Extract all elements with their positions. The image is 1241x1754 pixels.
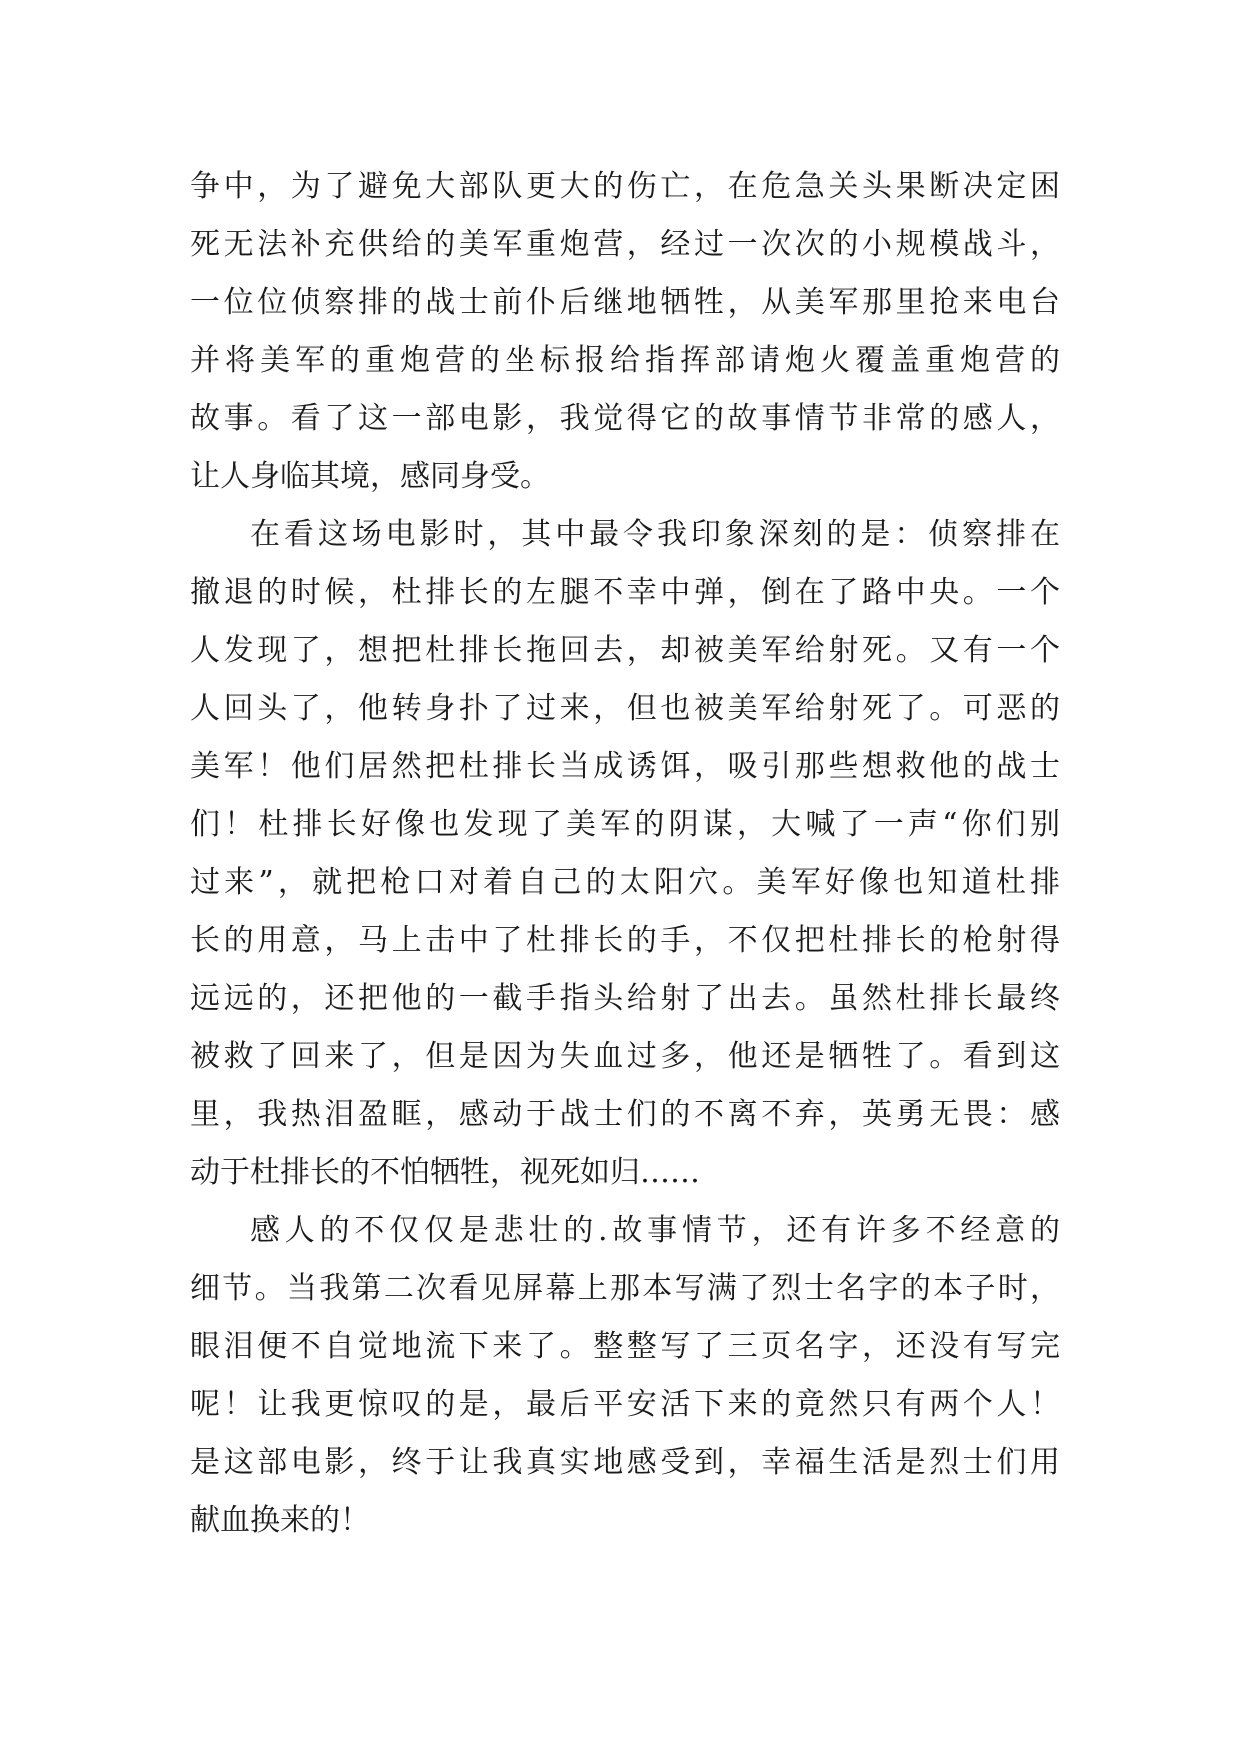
text-line: 并将美军的重炮营的坐标报给指挥部请炮火覆盖重炮营的: [190, 343, 1060, 378]
text-line: 死无法补充供给的美军重炮营，经过一次次的小规模战斗，: [190, 227, 1060, 262]
text-line: 在看这场电影时，其中最令我印象深刻的是：侦察排在: [250, 517, 1060, 552]
text-line: 呢！让我更惊叹的是，最后平安活下来的竟然只有两个人！: [190, 1387, 1060, 1422]
paragraph-2: [190, 506, 1060, 1202]
paragraph-1: [190, 158, 1060, 506]
body-text: [190, 158, 1060, 1550]
text-line: 美军！他们居然把杜排长当成诱饵，吸引那些想救他的战士: [190, 749, 1060, 784]
text-line: 细节。当我第二次看见屏幕上那本写满了烈士名字的本子时，: [190, 1271, 1060, 1306]
text-line: 过来”，就把枪口对着自己的太阳穴。美军好像也知道杜排: [190, 865, 1060, 900]
text-line: 感人的不仅仅是悲壮的.故事情节，还有许多不经意的: [250, 1213, 1060, 1248]
text-line: 是这部电影，终于让我真实地感受到，幸福生活是烈士们用: [190, 1445, 1060, 1480]
text-line: 远远的，还把他的一截手指头给射了出去。虽然杜排长最终: [190, 981, 1060, 1016]
text-line: 让人身临其境，感同身受。: [190, 459, 550, 494]
text-line: 人发现了，想把杜排长拖回去，却被美军给射死。又有一个: [190, 633, 1060, 668]
text-line: 被救了回来了，但是因为失血过多，他还是牺牲了。看到这: [190, 1039, 1060, 1074]
text-line: 献血换来的！: [190, 1503, 370, 1538]
text-line: 一位位侦察排的战士前仆后继地牺牲，从美军那里抢来电台: [190, 285, 1060, 320]
text-line: 撤退的时候，杜排长的左腿不幸中弹，倒在了路中央。一个: [190, 575, 1060, 610]
paragraph-3: [190, 1202, 1060, 1550]
text-line: 故事。看了这一部电影，我觉得它的故事情节非常的感人，: [190, 401, 1060, 436]
text-line: 人回头了，他转身扑了过来，但也被美军给射死了。可恶的: [190, 691, 1060, 726]
text-line: 长的用意，马上击中了杜排长的手，不仅把杜排长的枪射得: [190, 923, 1060, 958]
text-line: 眼泪便不自觉地流下来了。整整写了三页名字，还没有写完: [190, 1329, 1060, 1364]
text-line: 里，我热泪盈眶，感动于战士们的不离不弃，英勇无畏：感: [190, 1097, 1060, 1132]
text-line: 动于杜排长的不怕牺牲，视死如归……: [190, 1155, 700, 1190]
text-line: 争中，为了避免大部队更大的伤亡，在危急关头果断决定困: [190, 169, 1060, 204]
text-line: 们！杜排长好像也发现了美军的阴谋，大喊了一声“你们别: [190, 807, 1060, 842]
